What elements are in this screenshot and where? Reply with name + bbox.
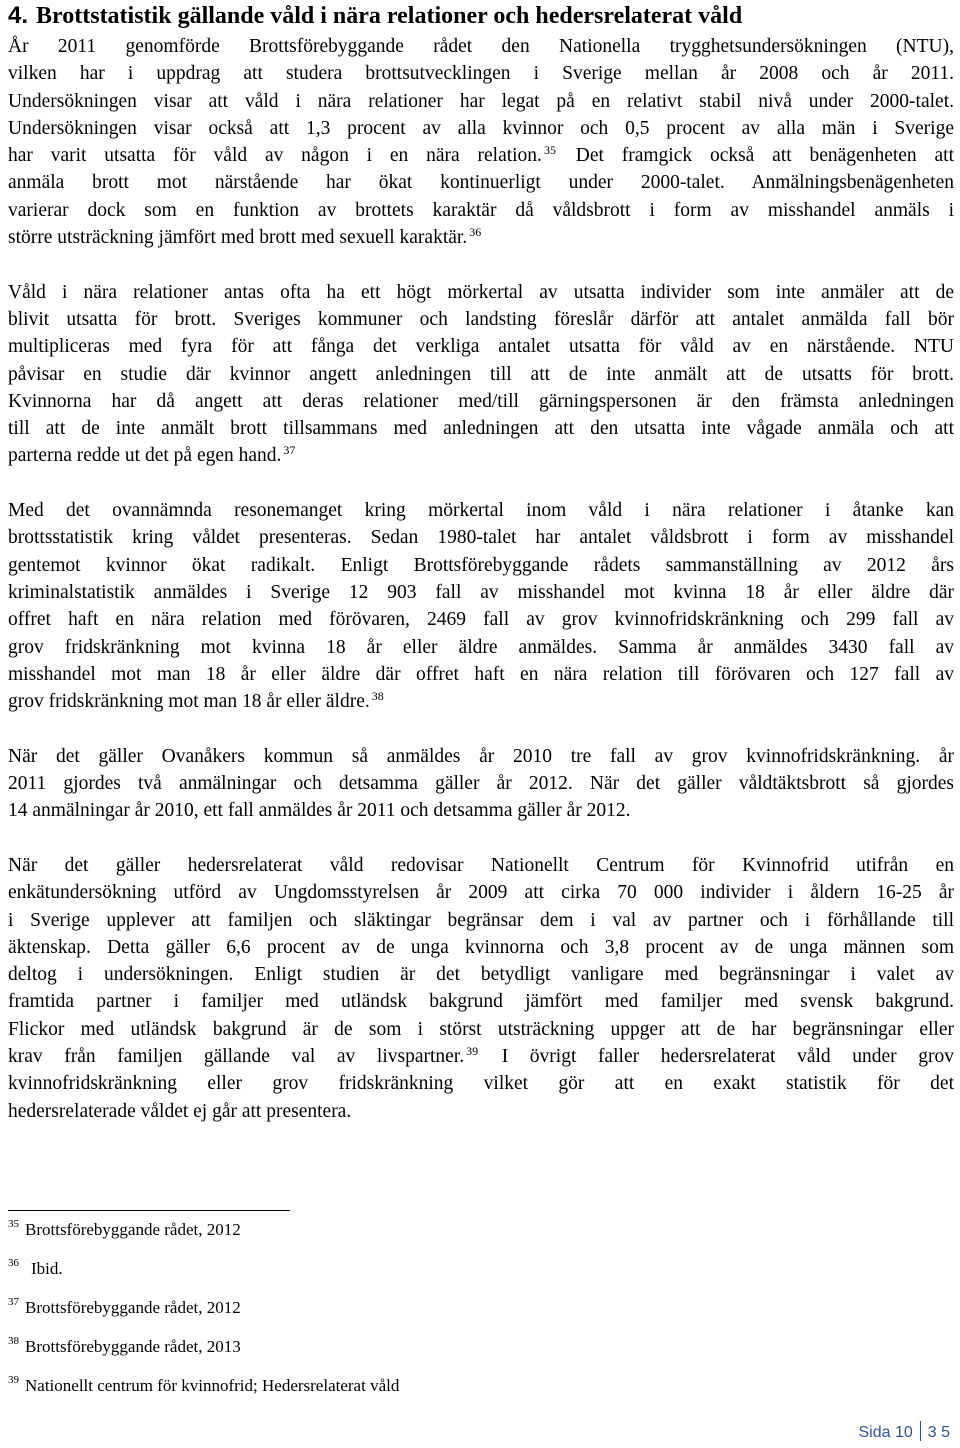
text-line bbox=[8, 60, 954, 87]
footnote-text: Brottsförebyggande rådet, 2012 bbox=[25, 1298, 241, 1317]
text-segment: äktenskap. Detta gäller 6,6 procent av de unga kvinnorna och 3,8 procent av de unga männen som bbox=[8, 936, 954, 958]
text-segment: parterna redde ut det på egen hand. bbox=[8, 445, 282, 467]
text-segment: till att de inte anmält brott tillsammans med anledningen att den utsatta inte vågade anmäla och att bbox=[8, 418, 954, 440]
text-segment: Med det ovannämnda resonemanget kring mörkertal inom våld i nära relationer i åtanke kan bbox=[8, 500, 954, 522]
text-segment: har varit utsatta för våld av någon i en nära relation. bbox=[8, 145, 542, 167]
text-line bbox=[8, 797, 954, 824]
text-segment: blivit utsatta för brott. Sveriges kommuner och landsting föreslår därför att antalet anmälda fall bör bbox=[8, 308, 954, 330]
footnote-text: Ibid. bbox=[31, 1259, 63, 1278]
text-segment: När det gäller hedersrelaterat våld redovisar Nationellt Centrum för Kvinnofrid utifrån en bbox=[8, 854, 954, 876]
footnote-number: 39 bbox=[8, 1374, 19, 1386]
text-segment: Det framgick också att benägenheten att bbox=[557, 145, 954, 167]
text-line bbox=[8, 442, 954, 469]
text-segment: misshandel mot man 18 år eller äldre där offret haft en nära relation till förövaren och 127 fall av bbox=[8, 663, 954, 685]
text-segment: I övrigt faller hedersrelaterat våld under grov bbox=[480, 1045, 954, 1067]
text-line bbox=[8, 197, 954, 224]
section-title: Brottstatistik gällande våld i nära relationer och hedersrelaterat våld bbox=[36, 3, 743, 29]
text-line bbox=[8, 142, 954, 169]
text-line bbox=[8, 634, 954, 661]
paragraph bbox=[8, 852, 954, 1125]
text-line bbox=[8, 661, 954, 688]
text-segment: större utsträckning jämfört med brott med sexuell karaktär. bbox=[8, 227, 468, 249]
text-segment: brottsstatistik kring våldet presenteras. Sedan 1980-talet har antalet våldsbrott i form av misshandel bbox=[8, 527, 954, 549]
text-segment: Kvinnorna har då angett att deras relationer med/till gärningspersonen är den främsta anledningen bbox=[8, 390, 954, 412]
footnote bbox=[8, 1337, 708, 1376]
text-line bbox=[8, 169, 954, 196]
text-segment: varierar dock som en funktion av brottets karaktär då våldsbrott i form av misshandel anmäls i bbox=[8, 199, 954, 221]
footnote-number: 38 bbox=[8, 1335, 19, 1347]
text-line bbox=[8, 279, 954, 306]
text-segment: hedersrelaterade våldet ej går att presentera. bbox=[8, 1100, 352, 1122]
footnote-number: 37 bbox=[8, 1296, 19, 1308]
text-line bbox=[8, 606, 954, 633]
text-line bbox=[8, 388, 954, 415]
paragraph bbox=[8, 33, 954, 251]
text-line bbox=[8, 88, 954, 115]
footnote-number: 35 bbox=[8, 1218, 19, 1230]
text-line bbox=[8, 852, 954, 879]
text-segment: enkätundersökning utförd av Ungdomsstyrelsen år 2009 att cirka 70 000 individer i åldern 16-25 år bbox=[8, 882, 954, 904]
footnote bbox=[8, 1220, 708, 1259]
text-line bbox=[8, 879, 954, 906]
footnote-number: 36 bbox=[8, 1257, 19, 1269]
footnote-text: Brottsförebyggande rådet, 2013 bbox=[25, 1337, 241, 1356]
text-line bbox=[8, 361, 954, 388]
text-line bbox=[8, 33, 954, 60]
footnote-reference[interactable]: 35 bbox=[543, 143, 556, 158]
text-segment: multipliceras med fyra för att fånga det verkliga antalet utsatta för våld av en närstående. NTU bbox=[8, 336, 954, 358]
text-line bbox=[8, 1070, 954, 1097]
text-line bbox=[8, 115, 954, 142]
paragraph bbox=[8, 743, 954, 825]
text-line bbox=[8, 934, 954, 961]
footnote-separator bbox=[8, 1210, 290, 1211]
text-line bbox=[8, 333, 954, 360]
text-segment: deltog i undersökningen. Enligt studien är det betydligt vanligare med begränsningar i valet av bbox=[8, 964, 954, 986]
text-segment: kvinnofridskränkning eller grov fridskränkning vilket gör att en exakt statistik för det bbox=[8, 1073, 954, 1095]
page-label: Sida 10 bbox=[858, 1424, 913, 1441]
text-segment: i Sverige upplever att familjen och släktingar begränsar dem i val av partner och i förhållande till bbox=[8, 909, 954, 931]
text-line bbox=[8, 988, 954, 1015]
footnote-reference[interactable]: 38 bbox=[371, 689, 384, 704]
text-segment: 14 anmälningar år 2010, ett fall anmäldes år 2011 och detsamma gäller år 2012. bbox=[8, 800, 631, 822]
text-line bbox=[8, 743, 954, 770]
text-line bbox=[8, 1043, 954, 1070]
text-line bbox=[8, 1016, 954, 1043]
text-line bbox=[8, 524, 954, 551]
text-line bbox=[8, 1098, 954, 1125]
text-segment: offret haft en nära relation med förövaren, 2469 fall av grov kvinnofridskränkning och 299 fall av bbox=[8, 609, 954, 631]
text-segment: vilken har i uppdrag att studera brottsutvecklingen i Sverige mellan år 2008 och år 2011. bbox=[8, 63, 954, 85]
text-segment: grov fridskränkning mot man 18 år eller äldre. bbox=[8, 691, 370, 713]
footnote-reference[interactable]: 37 bbox=[283, 443, 296, 458]
text-line bbox=[8, 688, 954, 715]
text-line bbox=[8, 552, 954, 579]
page-total: 3 5 bbox=[927, 1424, 950, 1441]
text-line bbox=[8, 770, 954, 797]
text-segment: kriminalstatistik anmäldes i Sverige 12 903 fall av misshandel mot kvinna 18 år eller äldre där bbox=[8, 581, 954, 603]
text-segment: När det gäller Ovanåkers kommun så anmäldes år 2010 tre fall av grov kvinnofridskränkning. år bbox=[8, 745, 954, 767]
text-segment: krav från familjen gällande val av livspartner. bbox=[8, 1045, 465, 1067]
text-segment: grov fridskränkning mot kvinna 18 år eller äldre anmäldes. Samma år anmäldes 3430 fall av bbox=[8, 636, 954, 658]
page-number-divider bbox=[920, 1421, 921, 1441]
text-segment: Våld i nära relationer antas ofta ha ett högt mörkertal av utsatta individer som inte anmäler att de bbox=[8, 281, 954, 303]
text-segment: påvisar en studie där kvinnor angett anledningen till att de inte anmält att de utsatts för brott. bbox=[8, 363, 954, 385]
text-line bbox=[8, 907, 954, 934]
footnote-reference[interactable]: 36 bbox=[469, 225, 482, 240]
footnote-reference[interactable]: 39 bbox=[466, 1043, 479, 1058]
text-line bbox=[8, 497, 954, 524]
paragraph bbox=[8, 279, 954, 470]
footnote-text: Brottsförebyggande rådet, 2012 bbox=[25, 1220, 241, 1239]
footnote bbox=[8, 1259, 708, 1298]
footnote-text: Nationellt centrum för kvinnofrid; Hedersrelaterat våld bbox=[25, 1376, 400, 1395]
text-line bbox=[8, 415, 954, 442]
section-number: 4. bbox=[8, 2, 29, 29]
text-segment: framtida partner i familjer med utländsk bakgrund jämfört med familjer med svensk bakgrund. bbox=[8, 991, 954, 1013]
text-segment: År 2011 genomförde Brottsförebyggande rådet den Nationella trygghetsundersökningen (NTU), bbox=[8, 36, 954, 57]
footnote bbox=[8, 1376, 708, 1415]
text-line bbox=[8, 224, 954, 251]
footnote bbox=[8, 1298, 708, 1337]
text-line bbox=[8, 961, 954, 988]
text-segment: anmäla brott mot närstående har ökat kontinuerligt under 2000-talet. Anmälningsbenägenheten bbox=[8, 172, 954, 194]
section-heading bbox=[8, 2, 742, 30]
text-segment: Flickor med utländsk bakgrund är de som i störst utsträckning uppger att de har begränsningar eller bbox=[8, 1018, 954, 1040]
text-segment: Undersökningen visar också att 1,3 procent av alla kvinnor och 0,5 procent av alla män i Sverige bbox=[8, 117, 954, 139]
footnotes bbox=[8, 1220, 708, 1415]
body-text bbox=[8, 33, 954, 1152]
text-line bbox=[8, 306, 954, 333]
text-segment: Undersökningen visar att våld i nära relationer har legat på en relativt stabil nivå under 2000-talet. bbox=[8, 90, 954, 112]
paragraph bbox=[8, 497, 954, 715]
page-number bbox=[858, 1421, 950, 1442]
text-segment: gentemot kvinnor ökat radikalt. Enligt Brottsförebyggande rådets sammanställning av 2012 års bbox=[8, 554, 954, 576]
text-segment: 2011 gjordes två anmälningar och detsamma gäller år 2012. När det gäller våldtäktsbrott så gjordes bbox=[8, 773, 954, 795]
text-line bbox=[8, 579, 954, 606]
